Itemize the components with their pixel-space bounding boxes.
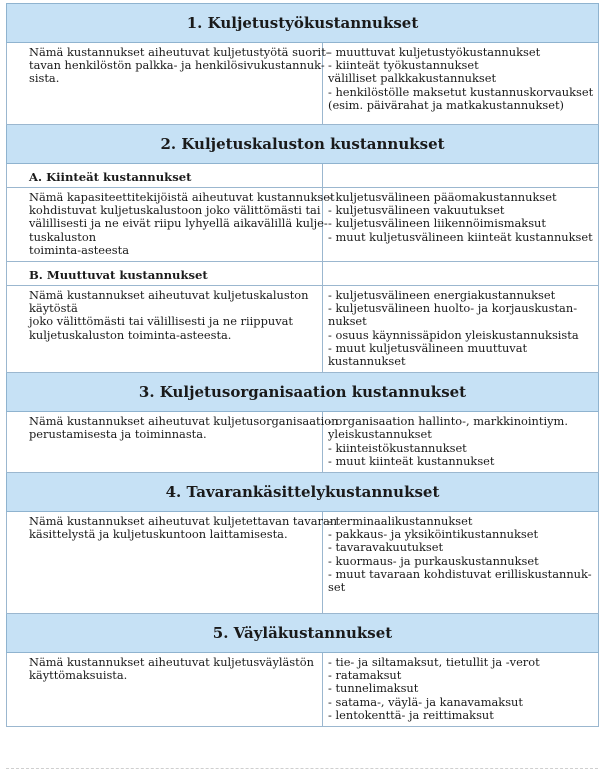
subsection-title: B. Muuttuvat kustannukset: [7, 262, 323, 286]
cost-item-text: välilliset palkkakustannukset: [328, 71, 497, 86]
description-line: Nämä kapasiteettitekijöistä aiheutuvat kustannukset: [29, 190, 335, 204]
section-title: 1. Kuljetustyökustannukset: [7, 4, 599, 43]
cost-table-document: [6, 3, 598, 727]
cost-items-cell: [323, 512, 599, 614]
description-line: Nämä kustannukset aiheutuvat kuljetettavan tavaran: [29, 514, 338, 529]
cost-item-text: - tunnelimaksut: [328, 681, 419, 696]
cost-item: [328, 455, 594, 468]
cost-row: [7, 286, 599, 373]
description-line: kuljetuskaluston toiminta-asteesta.: [29, 327, 232, 342]
description-line: tuskaluston: [29, 229, 97, 244]
cost-item-text: - pakkaus- ja yksiköintikustannukset: [328, 527, 539, 542]
cost-item-text: - muut kuljetusvälineen kiinteät kustannukset: [328, 229, 593, 244]
description-cell: [7, 412, 339, 473]
description-cell: [7, 512, 338, 614]
section-header-row: [7, 614, 599, 653]
section-header-row: [7, 373, 599, 412]
cost-row: [7, 43, 599, 125]
cost-row: [7, 512, 599, 614]
cost-item-text: - kiinteistökustannukset: [328, 440, 467, 455]
cost-item-text: - muut kiinteät kustannukset: [328, 453, 495, 468]
cost-item: [328, 342, 594, 368]
subsection-header-row: [7, 262, 599, 286]
cost-item-text: - kuljetusvälineen liikennöimismaksut: [328, 216, 546, 231]
description-line: Nämä kustannukset aiheutuvat kuljetuskaluston: [29, 288, 309, 303]
section-title: 2. Kuljetuskaluston kustannukset: [7, 125, 599, 164]
cost-item-text: - osuus käynnissäpidon yleiskustannuksista: [328, 327, 579, 342]
cost-item: [328, 231, 594, 244]
description-cell: [7, 286, 323, 373]
cost-item-text: - kuljetusvälineen vakuutukset: [328, 203, 505, 218]
section-title: 3. Kuljetusorganisaation kustannukset: [7, 373, 599, 412]
cost-item-text: - ratamaksut: [328, 668, 402, 683]
cost-item-text: (esim. päivärahat ja matkakustannukset): [328, 97, 565, 112]
cost-row: [7, 653, 599, 727]
cost-item-text: - muut tavaraan kohdistuvat erilliskustannuk- set: [328, 566, 592, 595]
cost-item-text: - tie- ja siltamaksut, tietullit ja -verot: [328, 655, 540, 670]
empty-cell: [323, 262, 599, 286]
cost-item: [328, 99, 594, 112]
cost-items-cell: [323, 412, 599, 473]
description-line: käyttömaksuista.: [29, 668, 128, 683]
cost-item: [328, 415, 594, 441]
cost-item-text: - satama-, väylä- ja kanavamaksut: [328, 694, 523, 709]
cost-items-cell: [323, 286, 599, 373]
cost-row: [7, 188, 599, 262]
cost-item-text: - muuttuvat kuljetustyökustannukset: [328, 45, 541, 59]
description-line: Nämä kustannukset aiheutuvat kuljetusorganisaation: [29, 414, 339, 429]
cost-items-cell: [323, 188, 599, 262]
description-line: sista.: [29, 71, 60, 86]
description-line: käytöstä: [29, 301, 78, 316]
description-line: kohdistuvat kuljetuskalustoon joko välittömästi tai: [29, 203, 321, 218]
description-line: välillisesti ja ne eivät riipu lyhyellä aikavälillä kulje-: [29, 216, 328, 231]
section-header-row: [7, 473, 599, 512]
description-line: Nämä kustannukset aiheutuvat kuljetustyötä suorit-: [29, 45, 330, 59]
section-header-row: [7, 125, 599, 164]
description-line: Nämä kustannukset aiheutuvat kuljetusväylästön: [29, 655, 314, 670]
subsection-header-row: [7, 164, 599, 188]
description-cell: [7, 43, 330, 125]
description-line: toiminta-asteesta: [29, 242, 129, 257]
cost-item-text: - kuormaus- ja purkauskustannukset: [328, 553, 539, 568]
cost-item: [328, 568, 594, 594]
description-cell: [7, 653, 323, 727]
cost-item-text: - terminaalikustannukset: [328, 514, 473, 529]
description-line: tavan henkilöstön palkka- ja henkilösivukustannuk-: [29, 58, 325, 73]
cost-row: [7, 412, 599, 473]
cost-item-text: - kuljetusvälineen pääomakustannukset: [328, 190, 557, 204]
page-bottom-rule: [6, 768, 598, 769]
description-line: käsittelystä ja kuljetuskuntoon laittamisesta.: [29, 527, 288, 542]
section-title: 4. Tavarankäsittelykustannukset: [7, 473, 599, 512]
cost-item-text: - henkilöstölle maksetut kustannuskorvaukset: [328, 84, 594, 99]
cost-item-text: - tavaravakuutukset: [328, 540, 444, 555]
cost-items-cell: [323, 43, 599, 125]
cost-item-text: - kiinteät työkustannukset: [328, 58, 479, 73]
cost-item-text: - kuljetusvälineen energiakustannukset: [328, 288, 556, 303]
description-line: perustamisesta ja toiminnasta.: [29, 427, 207, 442]
empty-cell: [323, 164, 599, 188]
subsection-title: A. Kiinteät kustannukset: [7, 164, 323, 188]
cost-item: [328, 709, 594, 722]
section-title: 5. Väyläkustannukset: [7, 614, 599, 653]
cost-item-text: - muut kuljetusvälineen muuttuvat kustannukset: [328, 340, 528, 369]
description-cell: [7, 188, 335, 262]
cost-item-text: - organisaation hallinto-, markkinointiym. yleiskustannukset: [328, 414, 568, 442]
section-header-row: [7, 4, 599, 43]
description-line: joko välittömästi tai välillisesti ja ne riippuvat: [29, 314, 294, 329]
cost-item-text: - kuljetusvälineen huolto- ja korjauskustan- nukset: [328, 301, 578, 329]
cost-items-cell: [323, 653, 599, 727]
cost-category-table: [6, 3, 599, 727]
cost-item: [328, 302, 594, 328]
cost-item-text: - lentokenttä- ja reittimaksut: [328, 707, 494, 722]
